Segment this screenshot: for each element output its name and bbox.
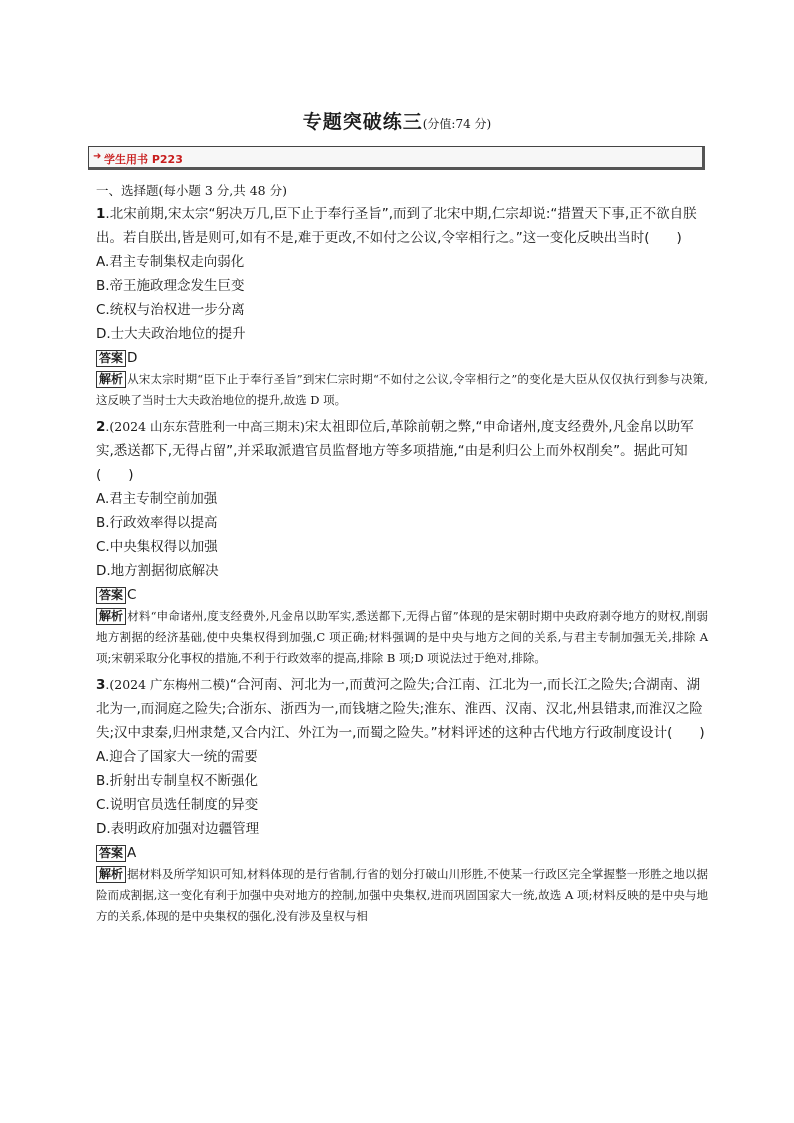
- question-stem: 2.(2024 山东东营胜利一中高三期末)宋太祖即位后,革除前朝之弊,“申命诸州,度支经费外,凡金帛以助军实,悉送都下,无得占留”,并采取派遣官员监督地方等多项措施,“由是利归公上而外权削矣”。据此可知( ): [96, 419, 694, 483]
- option-b: B.帝王施政理念发生巨变: [96, 278, 245, 294]
- content: [96, 181, 708, 931]
- answer-tag: 答案: [96, 587, 126, 604]
- arrow-icon: ➜: [93, 151, 102, 162]
- question-2: [96, 415, 708, 669]
- option-d: D.士大夫政治地位的提升: [96, 326, 246, 342]
- option-d: D.表明政府加强对边疆管理: [96, 821, 260, 837]
- option-b: B.行政效率得以提高: [96, 515, 218, 531]
- section-heading: 一、选择题(每小题 3 分,共 48 分): [96, 183, 287, 198]
- banner-text: 学生用书 P223: [104, 153, 183, 166]
- answer-tag: 答案: [96, 350, 126, 367]
- score-note: (分值:74 分): [422, 117, 492, 131]
- answer-line: [96, 842, 708, 864]
- explanation: 解析 材料“申命诸州,度支经费外,凡金帛以助军实,悉送都下,无得占留”体现的是宋朝时期中央政府剥夺地方的财权,削弱地方割据的经济基础,使中央集权得到加强,C 项正确;材料强调的是中央与地方之间的关系,与君主专制加强无关,排除 A 项;宋朝采取分化事权的措施,不利于行政效率的提高,排除 B 项;D 项说法过于绝对,排除。: [96, 609, 708, 665]
- explain-tag: 解析: [96, 866, 126, 883]
- answer-line: [96, 584, 708, 606]
- answer-line: [96, 347, 708, 369]
- question-stem: 3.(2024 广东梅州二模)“合河南、河北为一,而黄河之险失;合江南、江北为一,而长江之险失;合湖南、湖北为一,而洞庭之险失;合浙东、浙西为一,而钱塘之险失;淮东、淮西、汉南、汉北,州县错隶,而淮汉之险失;汉中隶秦,归州隶楚,又合内江、外江为一,而蜀之险失。”材料评述的这种古代地方行政制度设计( ): [96, 677, 705, 741]
- answer-value: D: [127, 350, 138, 366]
- option-c: C.统权与治权进一步分离: [96, 302, 245, 318]
- option-c: C.说明官员选任制度的异变: [96, 797, 259, 813]
- page-title: [0, 107, 794, 134]
- answer-value: C: [127, 587, 137, 603]
- option-a: A.迎合了国家大一统的需要: [96, 749, 258, 765]
- question-source: .(2024 山东东营胜利一中高三期末): [105, 419, 305, 434]
- title-main: 专题突破练三: [302, 111, 423, 133]
- explain-tag: 解析: [96, 371, 126, 388]
- option-b: B.折射出专制皇权不断强化: [96, 773, 259, 789]
- option-a: A.君主专制集权走向弱化: [96, 254, 245, 270]
- textbook-reference-banner: [88, 146, 705, 170]
- question-source: .(2024 广东梅州二模): [105, 677, 230, 692]
- answer-tag: 答案: [96, 845, 126, 862]
- option-c: C.中央集权得以加强: [96, 539, 218, 555]
- explanation: 解析 据材料及所学知识可知,材料体现的是行省制,行省的划分打破山川形胜,不使某一行政区完全掌握整一形胜之地以据险而成割据,这一变化有利于加强中央对地方的控制,加强中央集权,进而巩固国家大一统,故选 A 项;材料反映的是中央与地方的关系,体现的是中央集权的强化,没有涉及皇权与相: [96, 867, 708, 923]
- question-stem: 1.北宋前期,宋太宗“躬决万几,臣下止于奉行圣旨”,而到了北宋中期,仁宗却说:“措置天下事,正不欲自朕出。若自朕出,皆是则可,如有不是,难于更改,不如付之公议,令宰相行之。”这一变化反映出当时( ): [96, 206, 697, 246]
- option-d: D.地方割据彻底解决: [96, 563, 219, 579]
- answer-value: A: [127, 845, 137, 861]
- question-1: [96, 202, 708, 411]
- explain-tag: 解析: [96, 608, 126, 625]
- option-a: A.君主专制空前加强: [96, 491, 218, 507]
- explanation: 解析 从宋太宗时期“臣下止于奉行圣旨”到宋仁宗时期“不如付之公议,令宰相行之”的变化是大臣从仅仅执行到参与决策,这反映了当时士大夫政治地位的提升,故选 D 项。: [96, 372, 708, 407]
- question-3: [96, 673, 708, 927]
